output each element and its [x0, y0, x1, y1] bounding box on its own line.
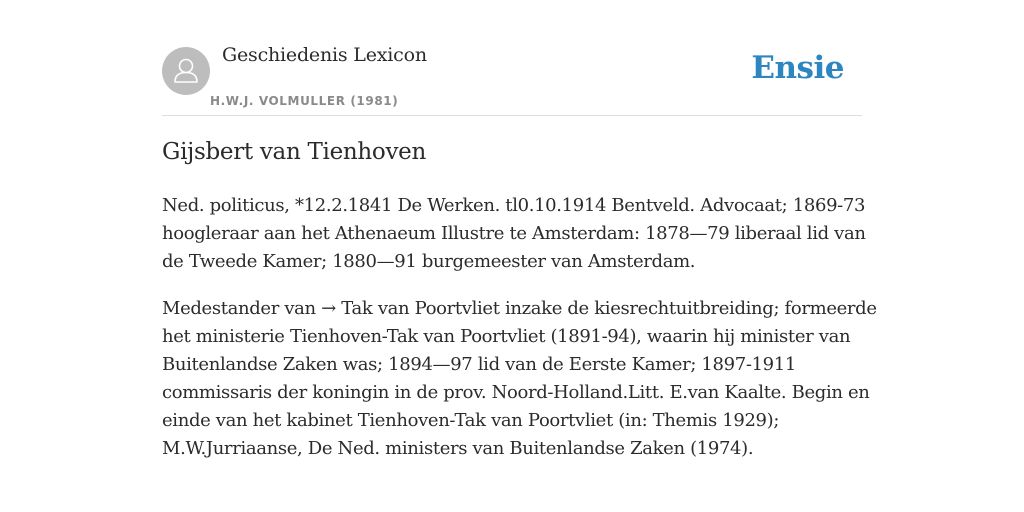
paragraph-line: M.W.Jurriaanse, De Ned. ministers van Buitenlandse Zaken (1974).: [162, 438, 754, 459]
paragraph-line: het ministerie Tienhoven-Tak van Poortvliet (1891-94), waarin hij minister van: [162, 326, 851, 347]
brand-logo[interactable]: Ensie: [751, 50, 844, 86]
article-paragraph: [162, 192, 866, 276]
paragraph-line: Medestander van → Tak van Poortvliet inzake de kiesrechtuitbreiding; formeerde: [162, 298, 877, 319]
paragraph-line: einde van het kabinet Tienhoven-Tak van Poortvliet (in: Themis 1929);: [162, 410, 780, 431]
source-header: [162, 0, 862, 116]
article-paragraph: [162, 295, 877, 463]
paragraph-line: Ned. politicus, *12.2.1841 De Werken. tl0.10.1914 Bentveld. Advocaat; 1869-73: [162, 195, 866, 216]
user-icon[interactable]: [162, 47, 210, 95]
paragraph-line: Buitenlandse Zaken was; 1894—97 lid van de Eerste Kamer; 1897-1911: [162, 354, 796, 375]
paragraph-line: hoogleraar aan het Athenaeum Illustre te Amsterdam: 1878—79 liberaal lid van: [162, 223, 866, 244]
source-title[interactable]: Geschiedenis Lexicon: [222, 44, 427, 66]
article-title: Gijsbert van Tienhoven: [162, 139, 426, 165]
source-author: H.W.J. VOLMULLER (1981): [210, 94, 399, 108]
paragraph-line: de Tweede Kamer; 1880—91 burgemeester van Amsterdam.: [162, 251, 696, 272]
entry-card: [162, 0, 877, 512]
paragraph-line: commissaris der koningin in de prov. Noord-Holland.Litt. E.van Kaalte. Begin en: [162, 382, 870, 403]
